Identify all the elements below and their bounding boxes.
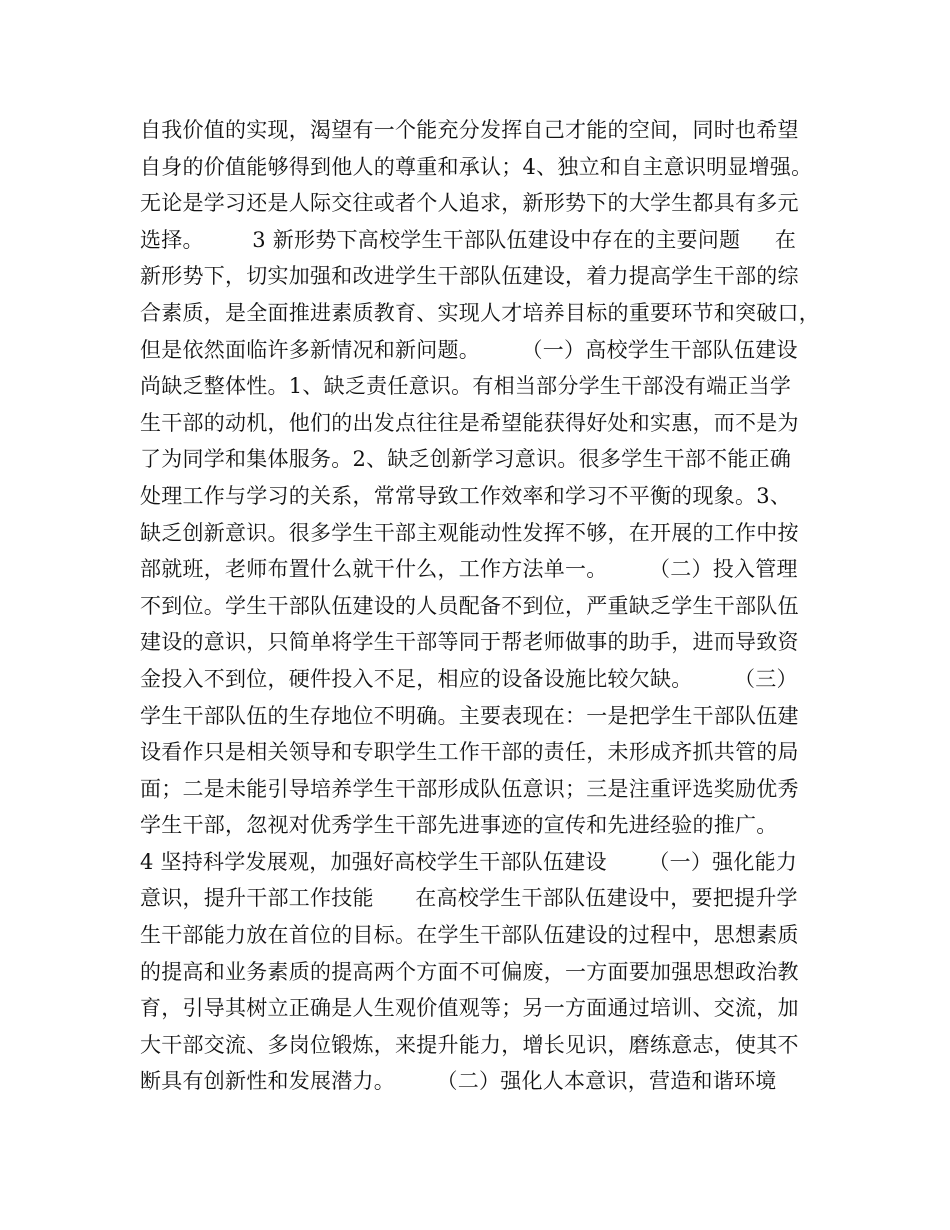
text-line: 新形势下，切实加强和改进学生干部队伍建设，着力提高学生干部的综 [140,264,799,289]
body-text [140,112,830,1100]
text-line: 4 坚持科学发展观，加强好高校学生干部队伍建设 （一）强化能力 [140,849,798,874]
text-line: 育，引导其树立正确是人生观价值观等；另一方面通过培训、交流，加 [140,996,799,1021]
text-line: 部就班，老师布置什么就干什么，工作方法单一。 （二）投入管理 [140,557,798,582]
text-line: 生干部的动机，他们的出发点往往是希望能获得好处和实惠，而不是为 [140,410,799,435]
text-line: 面；二是未能引导培养学生干部形成队伍意识；三是注重评选奖励优秀 [140,776,799,801]
text-line: 的提高和业务素质的提高两个方面不可偏废，一方面要加强思想政治教 [140,959,799,984]
text-line: 但是依然面临许多新情况和新问题。 （一）高校学生干部队伍建设 [140,337,798,362]
text-line: 处理工作与学习的关系，常常导致工作效率和学习不平衡的现象。3、 [140,483,792,508]
text-line: 尚缺乏整体性。1、缺乏责任意识。有相当部分学生干部没有端正当学 [140,374,792,399]
text-line: 不到位。学生干部队伍建设的人员配备不到位，严重缺乏学生干部队伍 [140,593,799,618]
text-line: 建设的意识，只简单将学生干部等同于帮老师做事的助手，进而导致资 [140,630,799,655]
text-line: 生干部能力放在首位的目标。在学生干部队伍建设的过程中，思想素质 [140,923,799,948]
text-line: 合素质，是全面推进素质教育、实现人才培养目标的重要环节和突破口， [140,300,820,325]
text-line: 缺乏创新意识。很多学生干部主观能动性发挥不够，在开展的工作中按 [140,520,799,545]
text-line: 自我价值的实现，渴望有一个能充分发挥自己才能的空间，同时也希望 [140,118,799,142]
text-line: 了为同学和集体服务。2、缺乏创新学习意识。很多学生干部不能正确 [140,447,792,472]
text-line: 选择。 3 新形势下高校学生干部队伍建设中存在的主要问题 在 [140,227,797,252]
text-line: 断具有创新性和发展潜力。 （二）强化人本意识，营造和谐环境 [140,1069,777,1094]
text-line: 自身的价值能够得到他人的尊重和承认；4、独立和自主意识明显增强。 [140,154,813,179]
text-line: 金投入不到位，硬件投入不足，相应的设备设施比较欠缺。 （三） [140,666,798,691]
text-line: 意识，提升干部工作技能 在高校学生干部队伍建设中，要把提升学 [140,886,798,911]
text-line: 学生干部，忽视对优秀学生干部先进事迹的宣传和先进经验的推广。 [140,813,778,838]
text-line: 无论是学习还是人际交往或者个人追求，新形势下的大学生都具有多元 [140,191,799,216]
text-line: 大干部交流、多岗位锻炼，来提升能力，增长见识，磨练意志，使其不 [140,1032,799,1057]
text-line: 设看作只是相关领导和专职学生工作干部的责任，未形成齐抓共管的局 [140,740,799,765]
text-line: 学生干部队伍的生存地位不明确。主要表现在：一是把学生干部队伍建 [140,703,799,728]
